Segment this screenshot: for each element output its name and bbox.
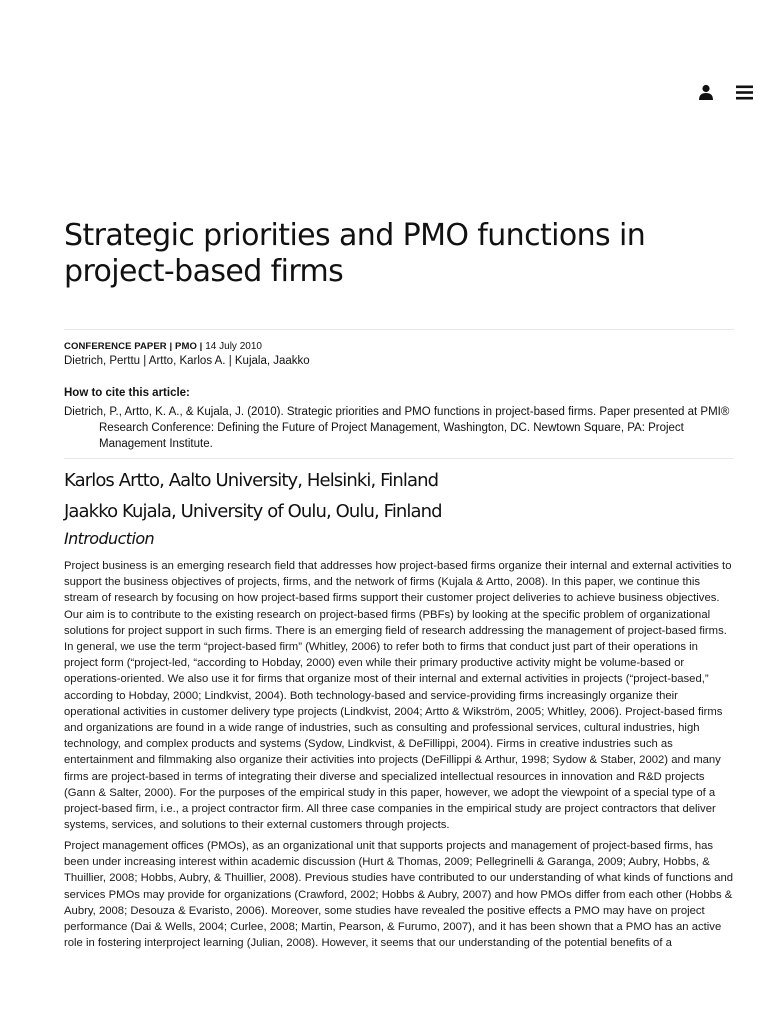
article-type[interactable]: CONFERENCE PAPER | PMO | (64, 341, 203, 352)
divider-top (64, 329, 734, 330)
author-affiliation-2: Jaakko Kujala, University of Oulu, Oulu, Finland (64, 501, 442, 522)
divider-bottom (64, 458, 734, 459)
cite-heading: How to cite this article: (64, 387, 190, 399)
article-date: 14 July 2010 (205, 341, 262, 352)
top-bar (698, 84, 753, 100)
article-meta (64, 340, 734, 353)
body-paragraph: Project business is an emerging research field that addresses how project-based firms organize their internal and external activities to support the business objectives of projects, firms, and the network of firms (Kujala & Artto, 2008). In this paper, we continue this stream of research by focusing on how project-based firms support their customer project deliveries to achieve business objectives. Our aim is to contribute to the existing research on project-based firms (PBFs) by looking at the specific problem of organizational solutions for project support in such firms. There is an emerging field of research addressing the management of project-based firms. In general, we use the term “project-based firm” (Whitley, 2006) to refer both to firms that conduct just part of their operations in project form (“project-led, “according to Hobday, 2000) even while their primary productive activity might be volume-based or operations-oriented. We also use it for firms that organize most of their internal and external activities in projects (“project-based,” according to Hobday, 2000; Lindkvist, 2004). Both technology-based and service-providing firms increasingly organize their operational activities in customer delivery type projects (Lindkvist, 2004; Artto & Wikström, 2005; Whitley, 2006). Project-based firms and organizations are found in a wide range of industries, such as consulting and professional services, cultural industries, high technology, and complex products and systems (Sydow, Lindkvist, & DeFillippi, 2004). Firms in creative industries such as entertainment and filmmaking also organize their activities into projects (DeFillippi & Arthur, 1998; Sydow & Staber, 2002) and many firms are project-based in terms of integrating their diverse and specialized intellectual resources in innovation and R&D projects (Gann & Salter, 2000). For the purposes of the empirical study in this paper, however, we adopt the viewpoint of a special type of a project-based firm, i.e., a project contractor firm. All three case companies in the empirical study are project contractors that deliver systems, services, and solutions to their external customers through projects. (64, 560, 732, 832)
section-heading-introduction: Introduction (64, 529, 155, 548)
article-title: Strategic priorities and PMO functions in project-based firms (64, 218, 646, 289)
menu-icon[interactable] (736, 85, 753, 100)
user-icon[interactable] (698, 84, 714, 100)
author-affiliation-1: Karlos Artto, Aalto University, Helsinki, Finland (64, 470, 439, 491)
body-paragraph: Project management offices (PMOs), as an organizational unit that supports projects and management of project-based firms, has been under increasing interest within academic discussion (Hurt & Thomas, 2009; Pellegrinelli & Garanga, 2009; Aubry, Hobbs, & Thuillier, 2008; Hobbs, Aubry, & Thuillier, 2008). Previous studies have contributed to our understanding of what kinds of functions and services PMOs may provide for organizations (Crawford, 2002; Hobbs & Aubry, 2007) and how PMOs differ from each other (Hobbs & Aubry, 2008; Desouza & Evaristo, 2006). Moreover, some studies have revealed the positive effects a PMO may have on project performance (Dai & Wells, 2004; Curlee, 2008; Martin, Pearson, & Furumo, 2007), and it has been shown that a PMO has an active role in fostering interproject learning (Julian, 2008). However, it seems that our understanding of the potential benefits of a (64, 840, 734, 950)
citation-text: Dietrich, P., Artto, K. A., & Kujala, J. (2010). Strategic priorities and PMO functions in project-based firms. Paper presented at PMI® Research Conference: Defining the Future of Project Management, Washington, DC. Newtown Square, PA: Project Management Institute. (64, 406, 730, 450)
article-authors: Dietrich, Perttu | Artto, Karlos A. | Kujala, Jaakko (64, 355, 310, 367)
